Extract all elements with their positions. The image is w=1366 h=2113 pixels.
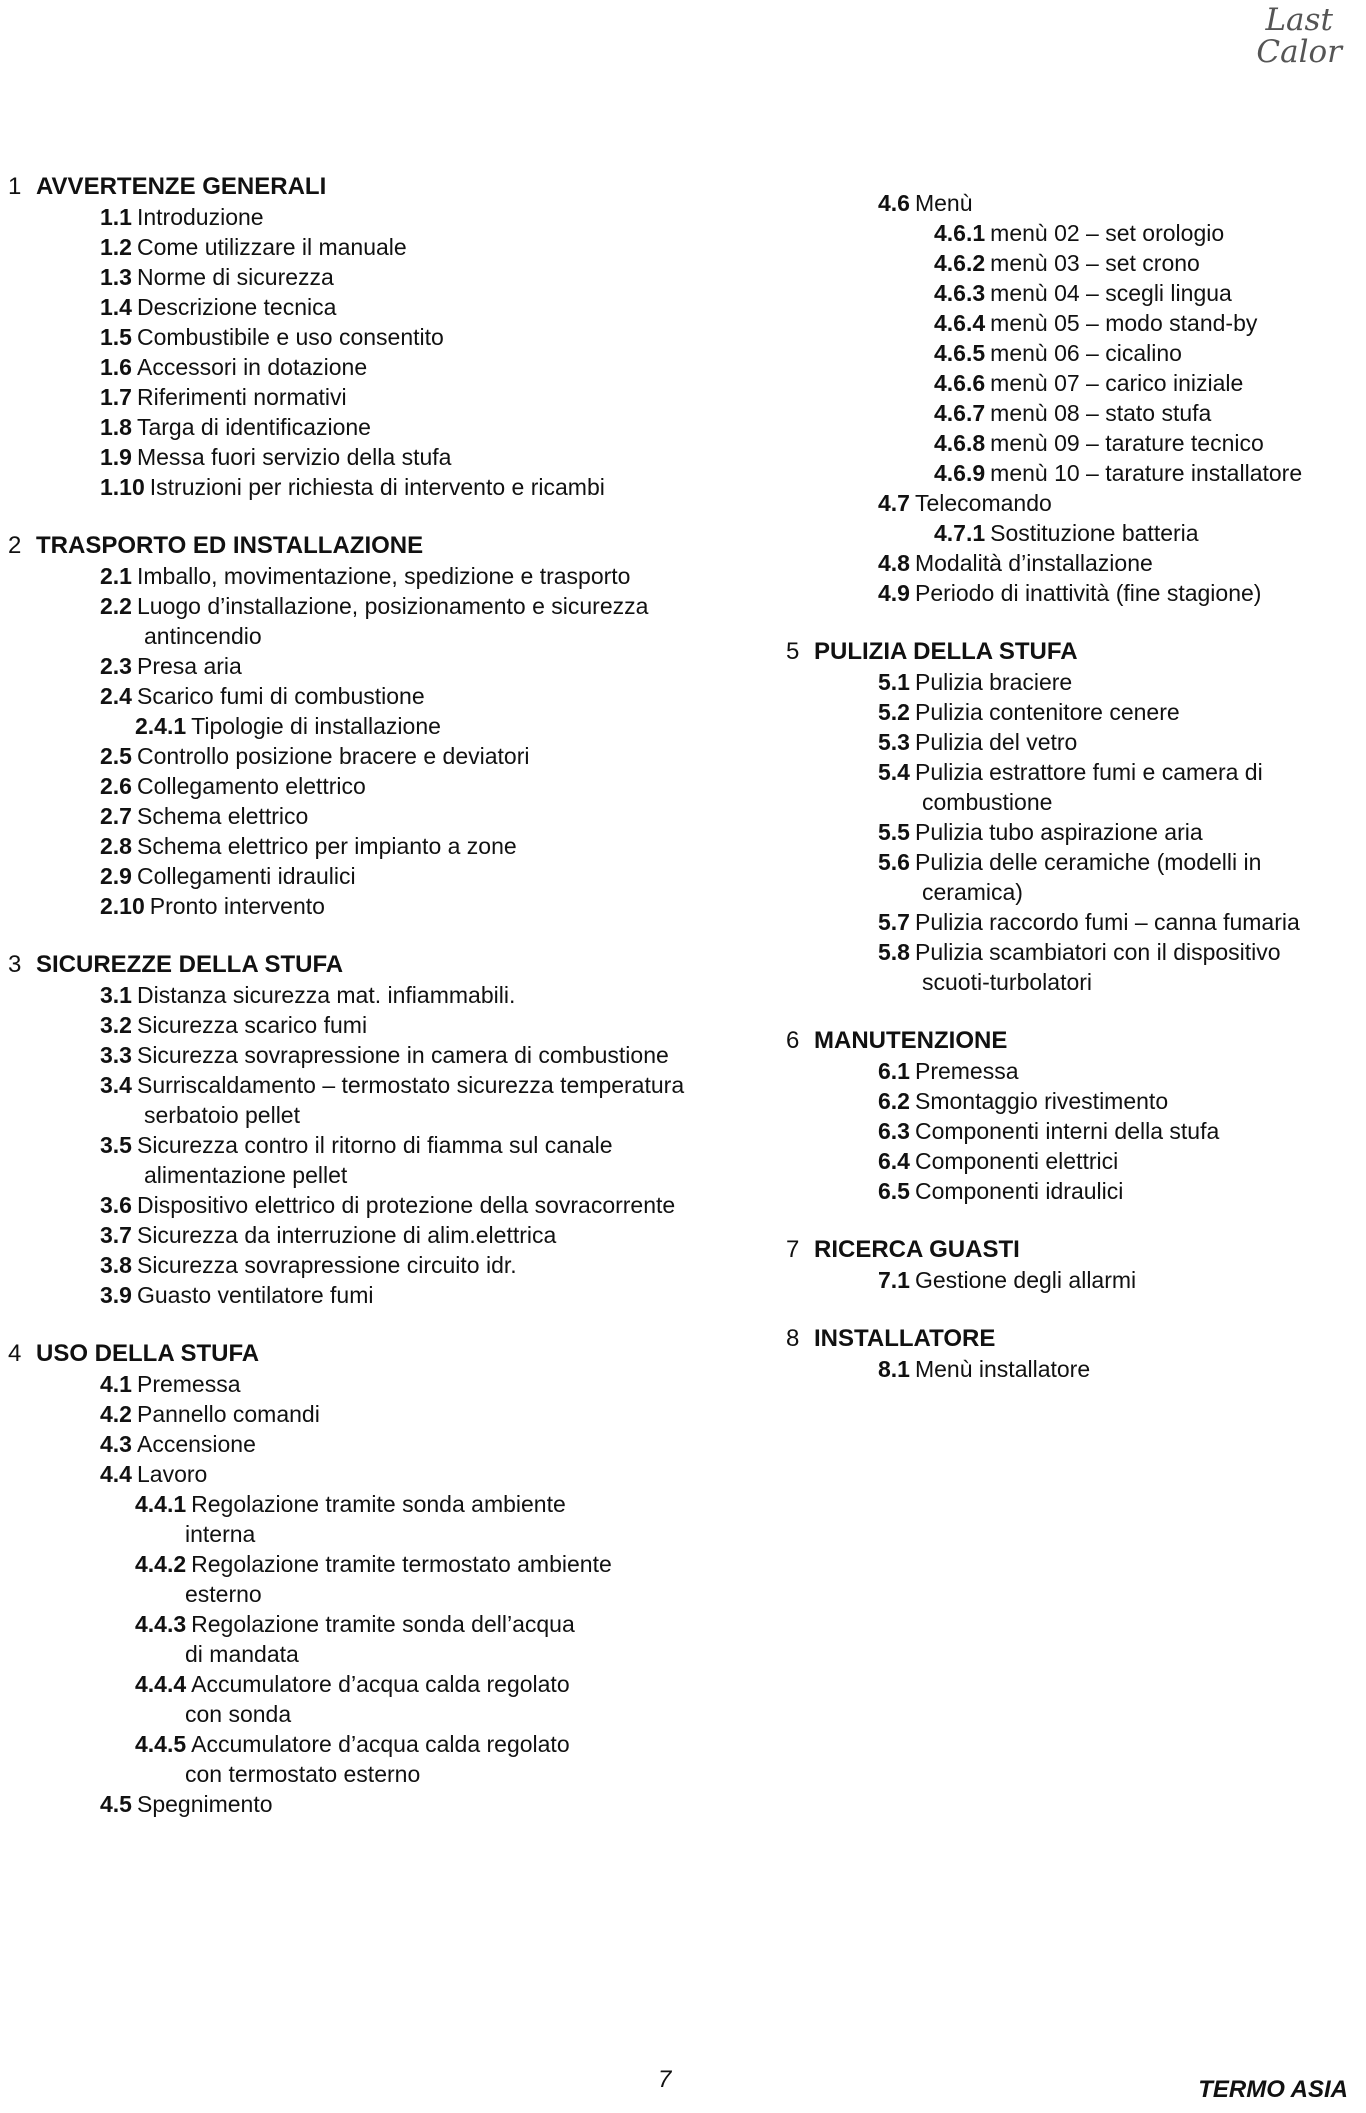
entry-text-continuation: interna [185, 1521, 256, 1547]
toc-entry[interactable] [8, 801, 768, 831]
section-title: RICERCA GUASTI [814, 1236, 1020, 1263]
brand-logo [1256, 4, 1342, 68]
entry-text: menù 02 – set orologio [990, 220, 1225, 246]
entry-number: 1.9 [100, 444, 132, 470]
entry-text: Distanza sicurezza mat. infiammabili. [136, 982, 516, 1008]
entry-text: Smontaggio rivestimento [914, 1088, 1169, 1114]
toc-entry[interactable] [8, 1190, 768, 1220]
entry-number: 4.2 [100, 1401, 132, 1427]
section-number: 6 [786, 1027, 800, 1054]
entry-number: 6.3 [878, 1118, 910, 1144]
toc-entry[interactable] [8, 1040, 768, 1070]
entry-text: Sicurezza sovrapressione circuito idr. [136, 1252, 517, 1278]
section-title: MANUTENZIONE [814, 1027, 1008, 1054]
entry-text: Pronto intervento [149, 893, 325, 919]
toc-entry[interactable] [786, 398, 1361, 428]
entry-number: 4.3 [100, 1431, 132, 1457]
entry-number: 4.6.9 [934, 460, 986, 486]
entry-text: Accensione [136, 1431, 256, 1457]
toc-entry[interactable] [786, 278, 1361, 308]
entry-number: 6.5 [878, 1178, 910, 1204]
entry-text: Gestione degli allarmi [914, 1267, 1137, 1293]
toc-section [786, 1026, 1361, 1206]
toc-section [786, 1324, 1361, 1384]
entry-text: Sostituzione batteria [990, 520, 1199, 546]
entry-text: Regolazione tramite termostato ambiente [191, 1551, 612, 1577]
entry-text: Istruzioni per richiesta di intervento e ricambi [149, 474, 605, 500]
entry-number: 5.3 [878, 729, 910, 755]
entry-text: Imballo, movimentazione, spedizione e trasporto [136, 563, 631, 589]
entry-number: 3.8 [100, 1252, 132, 1278]
entry-text: Introduzione [136, 204, 264, 230]
entry-text: Accessori in dotazione [136, 354, 368, 380]
entry-number: 5.1 [878, 669, 910, 695]
toc-entry[interactable] [786, 907, 1361, 937]
toc-entry[interactable] [8, 352, 768, 382]
entry-text: Pulizia raccordo fumi – canna fumaria [914, 909, 1300, 935]
entry-text: Targa di identificazione [136, 414, 371, 440]
toc-section [786, 1235, 1361, 1295]
toc-entry[interactable] [8, 831, 768, 861]
entry-text: Pannello comandi [136, 1401, 320, 1427]
section-number: 5 [786, 638, 800, 665]
toc-entry[interactable] [8, 1489, 768, 1549]
entry-number: 3.2 [100, 1012, 132, 1038]
toc-entry[interactable] [8, 1369, 768, 1399]
entry-text: Componenti idraulici [914, 1178, 1124, 1204]
toc-entry[interactable] [8, 1609, 768, 1669]
toc-entry[interactable] [786, 188, 1361, 218]
entry-number: 5.8 [878, 939, 910, 965]
toc-entry[interactable] [8, 711, 768, 741]
toc-entry[interactable] [786, 1086, 1361, 1116]
entry-text: Regolazione tramite sonda dell’acqua [191, 1611, 575, 1637]
toc-entry[interactable] [8, 1399, 768, 1429]
section-heading[interactable] [786, 637, 1361, 667]
entry-number: 4.5 [100, 1791, 132, 1817]
toc-entry[interactable] [8, 1789, 768, 1819]
entry-text: Pulizia braciere [914, 669, 1073, 695]
entry-text: Menù [914, 190, 973, 216]
section-heading[interactable] [786, 1026, 1361, 1056]
entry-number: 2.1 [100, 563, 132, 589]
toc-entry[interactable] [8, 472, 768, 502]
entry-text: Pulizia tubo aspirazione aria [914, 819, 1203, 845]
entry-number: 2.3 [100, 653, 132, 679]
entry-text-continuation: con sonda [185, 1701, 292, 1727]
toc-entry[interactable] [8, 382, 768, 412]
entry-text: Come utilizzare il manuale [136, 234, 407, 260]
toc-entry[interactable] [786, 308, 1361, 338]
entry-text: Combustibile e uso consentito [136, 324, 444, 350]
entry-text: Tipologie di installazione [191, 713, 441, 739]
entry-number: 6.2 [878, 1088, 910, 1114]
entry-number: 2.10 [100, 893, 145, 919]
entry-number: 4.4 [100, 1461, 132, 1487]
toc-entry[interactable] [786, 697, 1361, 727]
entry-text: Riferimenti normativi [136, 384, 347, 410]
toc-entry[interactable] [8, 741, 768, 771]
toc-section [8, 950, 768, 1310]
toc-entry[interactable] [786, 1354, 1361, 1384]
entry-text: Collegamento elettrico [136, 773, 366, 799]
entry-text: menù 05 – modo stand-by [990, 310, 1258, 336]
toc-entry[interactable] [8, 591, 768, 651]
entry-text: Sicurezza da interruzione di alim.elettrica [136, 1222, 557, 1248]
entry-number: 1.2 [100, 234, 132, 260]
entry-number: 4.4.3 [135, 1611, 187, 1637]
toc-entry[interactable] [786, 847, 1361, 907]
entry-number: 1.3 [100, 264, 132, 290]
toc-entry[interactable] [786, 218, 1361, 248]
entry-number: 4.4.5 [135, 1731, 187, 1757]
entry-number: 4.6.7 [934, 400, 986, 426]
entry-text-continuation: di mandata [185, 1641, 299, 1667]
entry-number: 1.1 [100, 204, 132, 230]
toc-entry[interactable] [786, 757, 1361, 817]
entry-number: 4.6.2 [934, 250, 986, 276]
entry-text: menù 10 – tarature installatore [990, 460, 1303, 486]
toc-entry[interactable] [8, 322, 768, 352]
toc-section [8, 531, 768, 921]
entry-text: Pulizia contenitore cenere [914, 699, 1180, 725]
entry-text: menù 06 – cicalino [990, 340, 1182, 366]
entry-number: 1.5 [100, 324, 132, 350]
entry-text-continuation: alimentazione pellet [144, 1162, 348, 1188]
entry-number: 2.6 [100, 773, 132, 799]
entry-text: Pulizia estrattore fumi e camera di [914, 759, 1263, 785]
entry-number: 3.9 [100, 1282, 132, 1308]
toc-entry[interactable] [786, 667, 1361, 697]
entry-text: Pulizia delle ceramiche (modelli in [914, 849, 1262, 875]
entry-number: 6.4 [878, 1148, 910, 1174]
entry-text-continuation: esterno [185, 1581, 262, 1607]
toc-entry[interactable] [8, 561, 768, 591]
entry-text: Presa aria [136, 653, 242, 679]
toc-entry[interactable] [8, 1669, 768, 1729]
entry-text: Premessa [136, 1371, 241, 1397]
toc-entry[interactable] [8, 202, 768, 232]
entry-text: Dispositivo elettrico di protezione della sovracorrente [136, 1192, 676, 1218]
entry-text: Collegamenti idraulici [136, 863, 356, 889]
toc-entry[interactable] [786, 1116, 1361, 1146]
toc-entry[interactable] [786, 578, 1361, 608]
entry-number: 2.7 [100, 803, 132, 829]
entry-number: 2.5 [100, 743, 132, 769]
toc-entry[interactable] [786, 428, 1361, 458]
toc-entry[interactable] [786, 458, 1361, 488]
toc-entry[interactable] [8, 1429, 768, 1459]
entry-number: 3.3 [100, 1042, 132, 1068]
section-number: 7 [786, 1236, 800, 1263]
entry-text-continuation: ceramica) [922, 879, 1023, 905]
entry-text-continuation: con termostato esterno [185, 1761, 421, 1787]
toc-section [8, 1339, 768, 1819]
entry-text-continuation: combustione [922, 789, 1053, 815]
entry-number: 4.4.1 [135, 1491, 187, 1517]
toc-entry[interactable] [786, 248, 1361, 278]
entry-text: Telecomando [914, 490, 1052, 516]
entry-number: 8.1 [878, 1356, 910, 1382]
entry-text: menù 04 – scegli lingua [990, 280, 1232, 306]
toc-entry[interactable] [8, 1729, 768, 1789]
entry-number: 4.6.4 [934, 310, 986, 336]
entry-text: Luogo d’installazione, posizionamento e sicurezza [136, 593, 649, 619]
toc-entry[interactable] [786, 727, 1361, 757]
toc-entry[interactable] [786, 937, 1361, 997]
entry-text: menù 03 – set crono [990, 250, 1200, 276]
entry-number: 2.2 [100, 593, 132, 619]
toc-entry[interactable] [8, 651, 768, 681]
entry-number: 5.7 [878, 909, 910, 935]
entry-text: Accumulatore d’acqua calda regolato [191, 1671, 570, 1697]
section-heading[interactable] [8, 1339, 768, 1369]
entry-text: Controllo posizione bracere e deviatori [136, 743, 530, 769]
entry-text: Sicurezza scarico fumi [136, 1012, 368, 1038]
section-heading[interactable] [8, 950, 768, 980]
toc-entry[interactable] [8, 1220, 768, 1250]
toc-entry[interactable] [8, 771, 768, 801]
entry-number: 1.6 [100, 354, 132, 380]
entry-number: 2.4.1 [135, 713, 187, 739]
toc-entry[interactable] [8, 891, 768, 921]
toc-entry[interactable] [786, 1176, 1361, 1206]
entry-number: 4.1 [100, 1371, 132, 1397]
entry-number: 4.6.3 [934, 280, 986, 306]
page-number: 7 [658, 2066, 672, 2093]
entry-number: 1.7 [100, 384, 132, 410]
entry-number: 1.4 [100, 294, 132, 320]
section-title: TRASPORTO ED INSTALLAZIONE [36, 532, 424, 559]
entry-text: Menù installatore [914, 1356, 1091, 1382]
toc-entry[interactable] [786, 1146, 1361, 1176]
footer-brand: TERMO ASIA [1198, 2076, 1348, 2103]
entry-text: Componenti elettrici [914, 1148, 1119, 1174]
section-number: 3 [8, 951, 22, 978]
entry-text: menù 08 – stato stufa [990, 400, 1212, 426]
section-number: 4 [8, 1340, 22, 1367]
entry-text: Messa fuori servizio della stufa [136, 444, 452, 470]
entry-number: 1.8 [100, 414, 132, 440]
entry-text: Schema elettrico per impianto a zone [136, 833, 517, 859]
entry-number: 4.7 [878, 490, 910, 516]
entry-number: 5.2 [878, 699, 910, 725]
entry-text: Schema elettrico [136, 803, 309, 829]
entry-text: Premessa [914, 1058, 1019, 1084]
entry-text: Modalità d’installazione [914, 550, 1153, 576]
entry-text: Componenti interni della stufa [914, 1118, 1220, 1144]
section-heading[interactable] [786, 1235, 1361, 1265]
entry-text: Lavoro [136, 1461, 208, 1487]
toc-entry[interactable] [8, 1250, 768, 1280]
entry-number: 4.4.4 [135, 1671, 187, 1697]
toc-entry[interactable] [8, 442, 768, 472]
toc-entry[interactable] [8, 980, 768, 1010]
logo-line-1: Last [1265, 2, 1333, 38]
entry-text: Norme di sicurezza [136, 264, 334, 290]
entry-number: 3.6 [100, 1192, 132, 1218]
toc-entry[interactable] [8, 1280, 768, 1310]
section-title: PULIZIA DELLA STUFA [814, 638, 1078, 665]
toc-entry[interactable] [8, 1010, 768, 1040]
entry-text: Descrizione tecnica [136, 294, 337, 320]
section-title: USO DELLA STUFA [36, 1340, 260, 1367]
entry-number: 5.4 [878, 759, 910, 785]
toc-entry[interactable] [8, 262, 768, 292]
entry-text: Regolazione tramite sonda ambiente [191, 1491, 566, 1517]
entry-text: Surriscaldamento – termostato sicurezza temperatura [136, 1072, 685, 1098]
entry-text: menù 07 – carico iniziale [990, 370, 1244, 396]
entry-text: menù 09 – tarature tecnico [990, 430, 1264, 456]
toc-entry[interactable] [786, 518, 1361, 548]
section-title: INSTALLATORE [814, 1325, 996, 1352]
entry-text: Guasto ventilatore fumi [136, 1282, 374, 1308]
entry-number: 5.6 [878, 849, 910, 875]
entry-text: Pulizia scambiatori con il dispositivo [914, 939, 1281, 965]
entry-text-continuation: antincendio [144, 623, 262, 649]
entry-number: 3.7 [100, 1222, 132, 1248]
entry-text: Accumulatore d’acqua calda regolato [191, 1731, 570, 1757]
entry-text: Scarico fumi di combustione [136, 683, 425, 709]
entry-number: 2.9 [100, 863, 132, 889]
entry-number: 6.1 [878, 1058, 910, 1084]
section-number: 8 [786, 1325, 800, 1352]
section-number: 2 [8, 532, 22, 559]
entry-number: 3.5 [100, 1132, 132, 1158]
toc-entry[interactable] [8, 861, 768, 891]
section-heading[interactable] [786, 1324, 1361, 1354]
toc-entry[interactable] [786, 548, 1361, 578]
entry-number: 4.9 [878, 580, 910, 606]
entry-text-continuation: serbatoio pellet [144, 1102, 300, 1128]
entry-number: 4.6.8 [934, 430, 986, 456]
toc-entry[interactable] [8, 1549, 768, 1609]
section-number: 1 [8, 173, 22, 200]
section-heading[interactable] [8, 531, 768, 561]
toc-entry[interactable] [786, 1056, 1361, 1086]
entry-number: 4.6 [878, 190, 910, 216]
toc-entry[interactable] [8, 1459, 768, 1489]
logo-line-2: Calor [1256, 34, 1342, 70]
entry-number: 4.8 [878, 550, 910, 576]
toc-section [786, 188, 1361, 608]
toc-section [8, 172, 768, 502]
toc-entry[interactable] [786, 817, 1361, 847]
section-heading[interactable] [8, 172, 768, 202]
entry-number: 3.1 [100, 982, 132, 1008]
toc-right-column [786, 188, 1361, 1413]
toc-entry[interactable] [8, 412, 768, 442]
entry-number: 2.8 [100, 833, 132, 859]
toc-entry[interactable] [8, 681, 768, 711]
toc-entry[interactable] [8, 1070, 768, 1130]
entry-number: 5.5 [878, 819, 910, 845]
toc-left-column [8, 172, 768, 1848]
entry-number: 4.4.2 [135, 1551, 187, 1577]
entry-number: 4.7.1 [934, 520, 986, 546]
toc-entry[interactable] [786, 488, 1361, 518]
toc-entry[interactable] [8, 1130, 768, 1190]
toc-entry[interactable] [786, 338, 1361, 368]
entry-text: Sicurezza sovrapressione in camera di combustione [136, 1042, 669, 1068]
toc-entry[interactable] [786, 1265, 1361, 1295]
entry-number: 1.10 [100, 474, 145, 500]
entry-number: 3.4 [100, 1072, 132, 1098]
entry-text: Pulizia del vetro [914, 729, 1078, 755]
entry-text-continuation: scuoti-turbolatori [922, 969, 1093, 995]
entry-number: 2.4 [100, 683, 132, 709]
toc-entry[interactable] [8, 232, 768, 262]
entry-text: Sicurezza contro il ritorno di fiamma sul canale [136, 1132, 613, 1158]
entry-number: 4.6.1 [934, 220, 986, 246]
entry-text: Spegnimento [136, 1791, 273, 1817]
entry-number: 7.1 [878, 1267, 910, 1293]
toc-entry[interactable] [8, 292, 768, 322]
toc-section [786, 637, 1361, 997]
section-title: AVVERTENZE GENERALI [36, 173, 327, 200]
entry-text: Periodo di inattività (fine stagione) [914, 580, 1262, 606]
entry-number: 4.6.6 [934, 370, 986, 396]
entry-number: 4.6.5 [934, 340, 986, 366]
toc-entry[interactable] [786, 368, 1361, 398]
section-title: SICUREZZE DELLA STUFA [36, 951, 344, 978]
